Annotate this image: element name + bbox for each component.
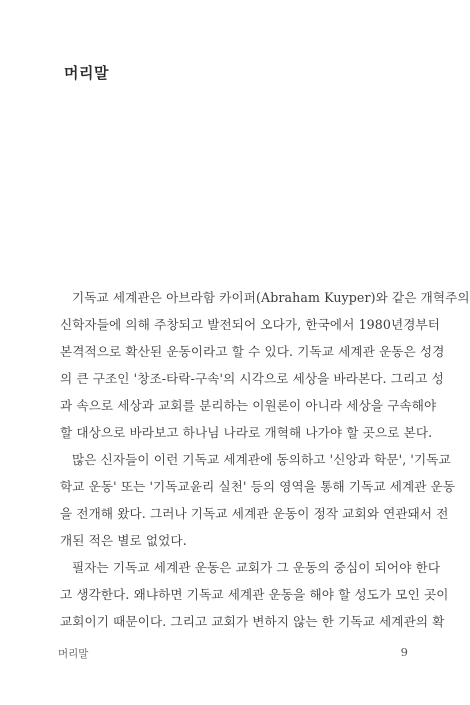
text-line: 과 속으로 세상과 교회를 분리하는 이원론이 아니라 세상을 구속해야 bbox=[60, 398, 437, 413]
text-line: 의 큰 구조인 '창조-타락-구속'의 시각으로 세상을 바라본다. 그리고 성 bbox=[60, 371, 444, 386]
text-line: 기독교 세계관은 아브라함 카이퍼(Abraham Kuyper)와 같은 개혁주의 bbox=[72, 290, 470, 305]
text-line: 학교 운동' 또는 '기독교윤리 실천' 등의 영역을 통해 기독교 세계관 운동 bbox=[60, 479, 456, 494]
text-line: 개된 적은 별로 없었다. bbox=[60, 533, 187, 548]
page-title: 머리말 bbox=[64, 64, 109, 82]
text-line: 고 생각한다. 왜냐하면 기독교 세계관 운동을 해야 할 성도가 모인 곳이 bbox=[60, 587, 449, 602]
running-footer-title: 머리말 bbox=[58, 648, 89, 660]
body-text bbox=[60, 284, 470, 635]
text-line: 을 전개해 왔다. 그러나 기독교 세계관 운동이 정작 교회와 연관돼서 전 bbox=[60, 506, 449, 521]
text-line: 필자는 기독교 세계관 운동은 교회가 그 운동의 중심이 되어야 한다 bbox=[72, 560, 441, 575]
page-number: 9 bbox=[400, 645, 408, 659]
text-line: 교회이기 때문이다. 그리고 교회가 변하지 않는 한 기독교 세계관의 확 bbox=[60, 614, 445, 629]
text-line: 할 대상으로 바라보고 하나님 나라로 개혁해 나가야 할 곳으로 본다. bbox=[60, 425, 433, 440]
paragraph-1 bbox=[60, 284, 470, 446]
text-line: 신학자들에 의해 주창되고 발전되어 오다가, 한국에서 1980년경부터 bbox=[60, 317, 441, 332]
paragraph-2 bbox=[60, 446, 456, 554]
text-line: 본격적으로 확산된 운동이라고 할 수 있다. 기독교 세계관 운동은 성경 bbox=[60, 344, 445, 359]
text-line: 많은 신자들이 이런 기독교 세계관에 동의하고 '신앙과 학문', '기독교 bbox=[72, 452, 451, 467]
paragraph-3 bbox=[60, 554, 449, 635]
